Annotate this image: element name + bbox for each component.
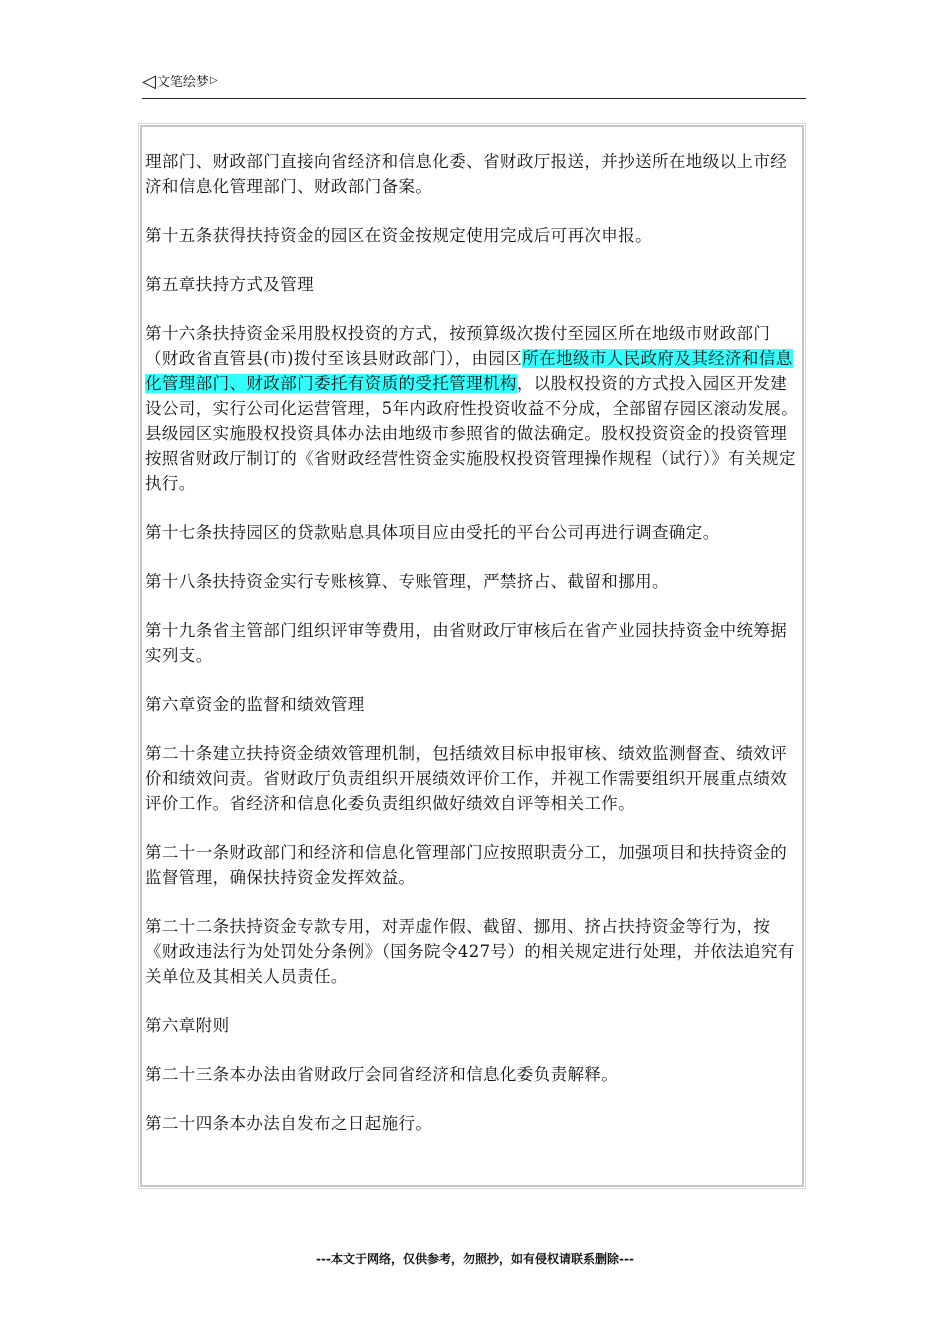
paragraph: 第十七条扶持园区的贷款贴息具体项目应由受托的平台公司再进行调查确定。 bbox=[145, 523, 720, 542]
paragraph: 第二十二条扶持资金专款专用，对弄虚作假、截留、挪用、挤占扶持资金等行为，按《财政违法行为处罚处分条例》（国务院令427号）的相关规定进行处理，并依法追究有关单位及其相关人员责任。 bbox=[145, 917, 795, 986]
paragraph-article-16 bbox=[145, 321, 801, 496]
left-triangle-icon: ◁ bbox=[142, 71, 156, 92]
paragraph: 第二十条建立扶持资金绩效管理机制，包括绩效目标申报审核、绩效监测督查、绩效评价和绩效问责。省财政厅负责组织开展绩效评价工作，并视工作需要组织开展重点绩效评价工作。省经济和信息化委负责组织做好绩效自评等相关工作。 bbox=[145, 744, 788, 813]
chapter-heading: 第六章资金的监督和绩效管理 bbox=[145, 695, 365, 714]
paragraph: 第十八条扶持资金实行专账核算、专账管理，严禁挤占、截留和挪用。 bbox=[145, 572, 669, 591]
highlighted-text: 所在地级市人民政府及其经济和信息化管理部门、财政部门委托有资质的受托管理机构 bbox=[145, 349, 793, 393]
paragraph: 第十九条省主管部门组织评审等费用，由省财政厅审核后在省产业园扶持资金中统筹据实列支。 bbox=[145, 621, 788, 665]
paragraph: 第二十四条本办法自发布之日起施行。 bbox=[145, 1114, 433, 1133]
paragraph: 第十五条获得扶持资金的园区在资金按规定使用完成后可再次申报。 bbox=[145, 226, 652, 245]
text-segment: 第十六条扶持资金采用股权投资的方式，按预算级次拨付至园区所在地级市财政部门（财政省直管县(市)拨付至该县财政部门），由园区 bbox=[145, 324, 771, 368]
paragraph: 第二十一条财政部门和经济和信息化管理部门应按照职责分工，加强项目和扶持资金的监督管理，确保扶持资金发挥效益。 bbox=[145, 843, 788, 887]
right-triangle-icon: ▷ bbox=[209, 75, 218, 86]
page-header bbox=[142, 71, 806, 99]
paragraph: 理部门、财政部门直接向省经济和信息化委、省财政厅报送，并抄送所在地级以上市经济和信息化管理部门、财政部门备案。 bbox=[145, 152, 788, 196]
paragraph: 第二十三条本办法由省财政厅会同省经济和信息化委负责解释。 bbox=[145, 1065, 619, 1084]
header-title: 文笔绘梦 bbox=[156, 75, 209, 90]
footer-disclaimer: ---本文于网络，仅供参考，勿照抄，如有侵权请联系删除--- bbox=[316, 1252, 634, 1266]
document-body bbox=[145, 149, 801, 1160]
chapter-heading: 第六章附则 bbox=[145, 1016, 230, 1035]
chapter-heading: 第五章扶持方式及管理 bbox=[145, 275, 314, 294]
text-segment: ，以股权投资的方式投入园区开发建设公司，实行公司化运营管理，5年内政府性投资收益不分成，全部留存园区滚动发展。县级园区实施股权投资具体办法由地级市参照省的做法确定。股权投资资金的投资管理按照省财政厅制订的《省财政经营性资金实施股权投资管理操作规程（试行）》有关规定执行。 bbox=[145, 374, 799, 493]
